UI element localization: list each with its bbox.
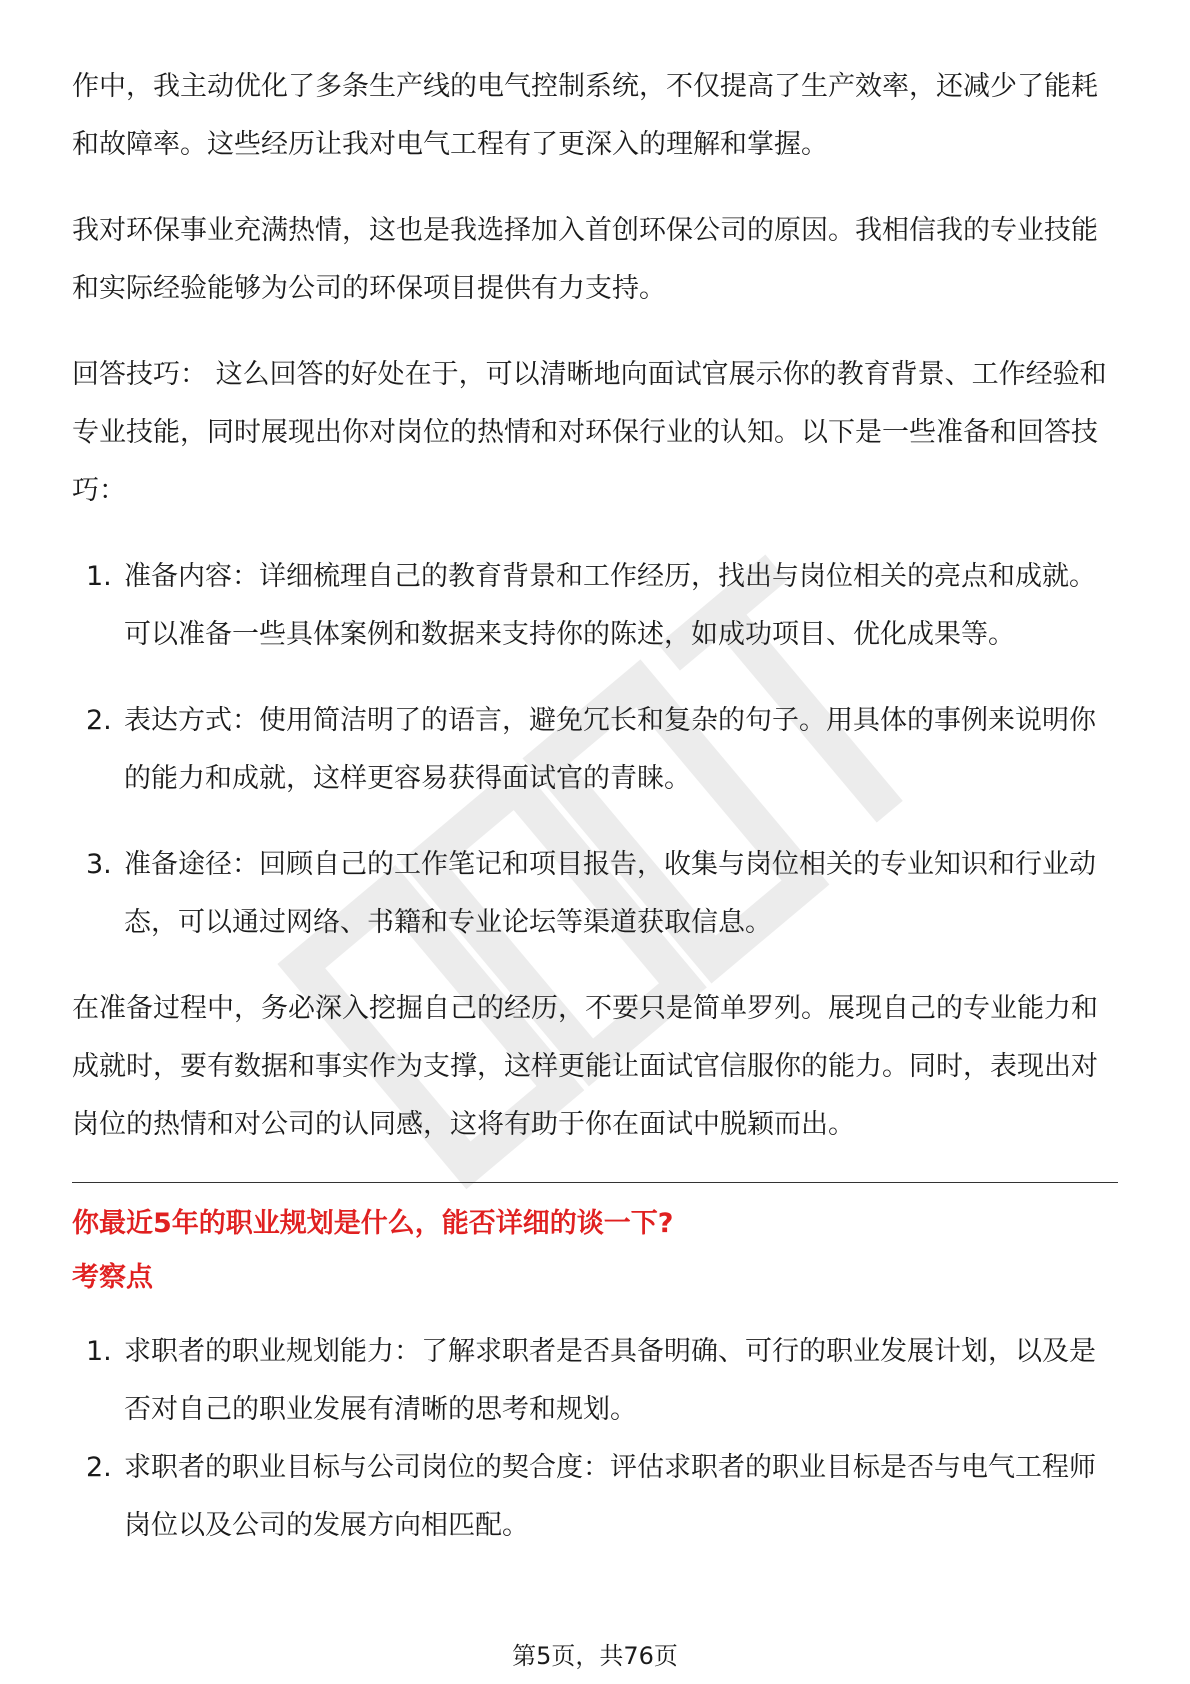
section-subheading: 考察点 xyxy=(72,1262,153,1293)
list-number: 2. xyxy=(86,705,112,736)
list-text: 准备内容：详细梳理自己的教育背景和工作经历，找出与岗位相关的亮点和成就。可以准备一些具体案例和数据来支持你的陈述，如成功项目、优化成果等。 xyxy=(124,561,1096,650)
list-item xyxy=(72,1439,1118,1555)
list-item xyxy=(72,692,1118,808)
list-number: 1. xyxy=(86,561,112,592)
list-text: 求职者的职业目标与公司岗位的契合度：评估求职者的职业目标是否与电气工程师岗位以及公司的发展方向相匹配。 xyxy=(124,1452,1096,1541)
list-text: 求职者的职业规划能力：了解求职者是否具备明确、可行的职业发展计划，以及是否对自己的职业发展有清晰的思考和规划。 xyxy=(124,1336,1096,1425)
list-number: 2. xyxy=(86,1452,112,1483)
list-number: 3. xyxy=(86,849,112,880)
list-text: 表达方式：使用简洁明了的语言，避免冗长和复杂的句子。用具体的事例来说明你的能力和成就，这样更容易获得面试官的青睐。 xyxy=(124,705,1096,794)
tips-list xyxy=(72,548,1118,952)
section-divider xyxy=(72,1182,1118,1183)
paragraph: 在准备过程中，务必深入挖掘自己的经历，不要只是简单罗列。展现自己的专业能力和成就时，要有数据和事实作为支撑，这样更能让面试官信服你的能力。同时，表现出对岗位的热情和对公司的认同感，这将有助于你在面试中脱颖而出。 xyxy=(72,993,1098,1140)
list-item xyxy=(72,1323,1118,1439)
paragraph: 回答技巧： 这么回答的好处在于，可以清晰地向面试官展示你的教育背景、工作经验和专业技能，同时展现出你对岗位的热情和对环保行业的认知。以下是一些准备和回答技巧： xyxy=(72,359,1107,506)
page-footer: 第5页，共76页 xyxy=(512,1642,678,1670)
paragraph: 我对环保事业充满热情，这也是我选择加入首创环保公司的原因。我相信我的专业技能和实际经验能够为公司的环保项目提供有力支持。 xyxy=(72,215,1098,304)
list-item xyxy=(72,548,1118,664)
question-heading: 你最近5年的职业规划是什么，能否详细的谈一下? xyxy=(72,1208,674,1239)
list-item xyxy=(72,836,1118,952)
list-number: 1. xyxy=(86,1336,112,1367)
paragraph: 作中，我主动优化了多条生产线的电气控制系统，不仅提高了生产效率，还减少了能耗和故障率。这些经历让我对电气工程有了更深入的理解和掌握。 xyxy=(72,71,1098,160)
points-list xyxy=(72,1323,1118,1555)
list-text: 准备途径：回顾自己的工作笔记和项目报告，收集与岗位相关的专业知识和行业动态，可以通过网络、书籍和专业论坛等渠道获取信息。 xyxy=(124,849,1096,938)
page-content xyxy=(72,58,1118,1583)
